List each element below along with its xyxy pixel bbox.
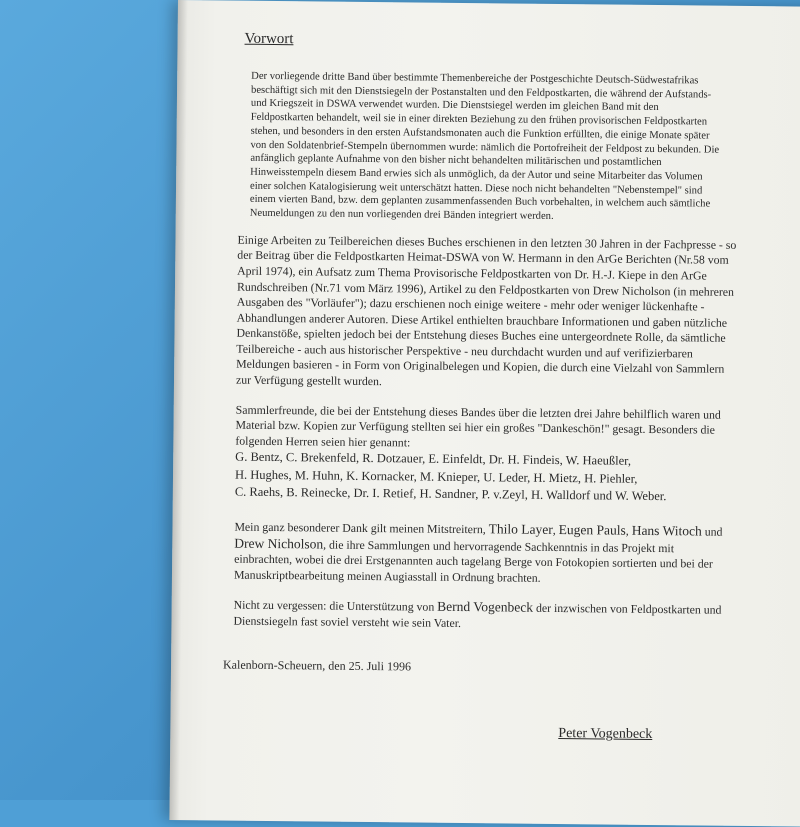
name-drew-nicholson: Drew Nicholson [234, 535, 324, 552]
names-line-1: G. Bentz, C. Brekenfeld, R. Dotzauer, E. Einfeldt, Dr. H. Findeis, W. Haeußler, [235, 450, 632, 469]
name-bernd-vogenbeck: Bernd Vogenbeck [437, 599, 534, 616]
names-line-2: H. Hughes, M. Huhn, K. Kornacker, M. Knieper, U. Leder, H. Mietz, H. Piehler, [234, 467, 638, 486]
special-thanks-rest: , die ihre Sammlungen und hervorragende Sachkenntnis in das Projekt mit einbrachten, wobei die drei Erstgenannten auch tagelang Berge von Fotokopien sortierten und bei der Manuskriptbearbeitung meinen Augiasstall in Ordnung brachten. [233, 537, 713, 585]
names-line-3: C. Raehs, B. Reinecke, Dr. I. Retief, H. Sandner, P. v.Zeyl, H. Walldorf und W. Weber. [234, 485, 667, 504]
name-eugen-pauls: Eugen Pauls [558, 521, 626, 538]
name-hans-witoch: Hans Witoch [631, 522, 702, 539]
signature: Peter Vogenbeck [558, 725, 653, 742]
bernd-intro: Nicht zu vergessen: die Unterstützung von [233, 597, 438, 615]
paragraph-special-thanks [234, 519, 735, 589]
book-page [169, 0, 800, 827]
conjunction-und: und [701, 524, 723, 539]
intro-paragraph: Der vorliegende dritte Band über bestimmte Themenbereiche der Postgeschichte Deutsch-Südwestafrikas beschäftigt sich mit den Dienstsiegeln der Postanstalten und den Feldpostkarten, die während der Aufstands- und Kriegszeit in DSWA verwendet wurden. Die Dienstsiegel werden im gleichen Band mit den Feldpostkarten behandelt, weil sie in einer direkten Beziehung zu den frühen provisorischen Feldpostkarten stehen, und besonders in den ersten Aufstandsmonaten auch die Funktion erfüllten, die einige Monate später von den Soldatenbrief-Stempeln übernommen wurde: nämlich die Portofreiheit der Feldpost zu bekunden. Die anfänglich geplante Aufnahme von den bisher nicht behandelten militärischen und postamtlichen Hinweisstempeln diesem Band erwies sich als unmöglich, da der Autor und seine Mitarbeiter das Volumen einer solchen Katalogisierung weit unterschätzt hatten. Diese noch nicht behandelten "Nebenstempel" sind einem vierten Band, bzw. dem geplanten zusammenfassenden Buch vorbehalten, in welchem auch sämtliche Neumeldungen zu den nun vorliegenden drei Bänden integriert werden. [249, 70, 720, 222]
page-title: Vorwort [244, 30, 294, 48]
separator-2: , [625, 523, 632, 538]
page-content [222, 31, 769, 744]
bernd-rest: der inzwischen von Feldpostkarten und Dienstsiegeln fast soviel versteht wie sein Vater. [233, 601, 722, 630]
paragraph-prior-works: Einige Arbeiten zu Teilbereichen dieses Buches erschienen in den letzten 30 Jahren in der Fachpresse - so der Beitrag über die Feldpostkarten Heimat-DSWA von W. Hermann in den ArGe Berichten (Nr.58 vom April 1974), ein Aufsatz zum Thema Provisorische Feldpostkarten von Dr. H.-J. Kiepe in den ArGe Rundschreiben (Nr.71 vom März 1996), Artikel zu den Feldpostkarten von Drew Nicholson (in mehreren Ausgaben des "Vorläufer"); dazu erschienen noch einige weitere - mehr oder weniger lückenhafte - Abhandlungen anderer Autoren. Diese Artikel enthielten brauchbare Informationen und gaben nützliche Denkanstöße, spielten jedoch bei der Entstehung dieses Buches eine untergeordnete Rolle, da sämtliche Teilbereiche - auch aus historischer Perspektive - neu durchdacht wurden und auf verifizierbaren Meldungen basieren - in Form von Originalbelegen und Kopien, die durch eine Vielzahl von Sammlern zur Verfügung gestellt wurden. [235, 232, 737, 389]
special-thanks-intro: Mein ganz besonderer Dank gilt meinen Mitstreitern, [234, 519, 489, 537]
separator-1: , [552, 522, 559, 537]
name-thilo-layer: Thilo Layer [488, 521, 553, 537]
paragraph-thanks: Sammlerfreunde, die bei der Entstehung dieses Bandes über die letzten drei Jahre behilflich waren und Material bzw. Kopien zur Verfügung stellten sei hier ein großes "Dankeschön!" gesagt. Besonders die folgenden Herren seien hier genannt: [235, 402, 721, 450]
place-date: Kalenborn-Scheuern, den 25. Juli 1996 [222, 657, 412, 673]
paragraph-bernd [233, 597, 733, 634]
